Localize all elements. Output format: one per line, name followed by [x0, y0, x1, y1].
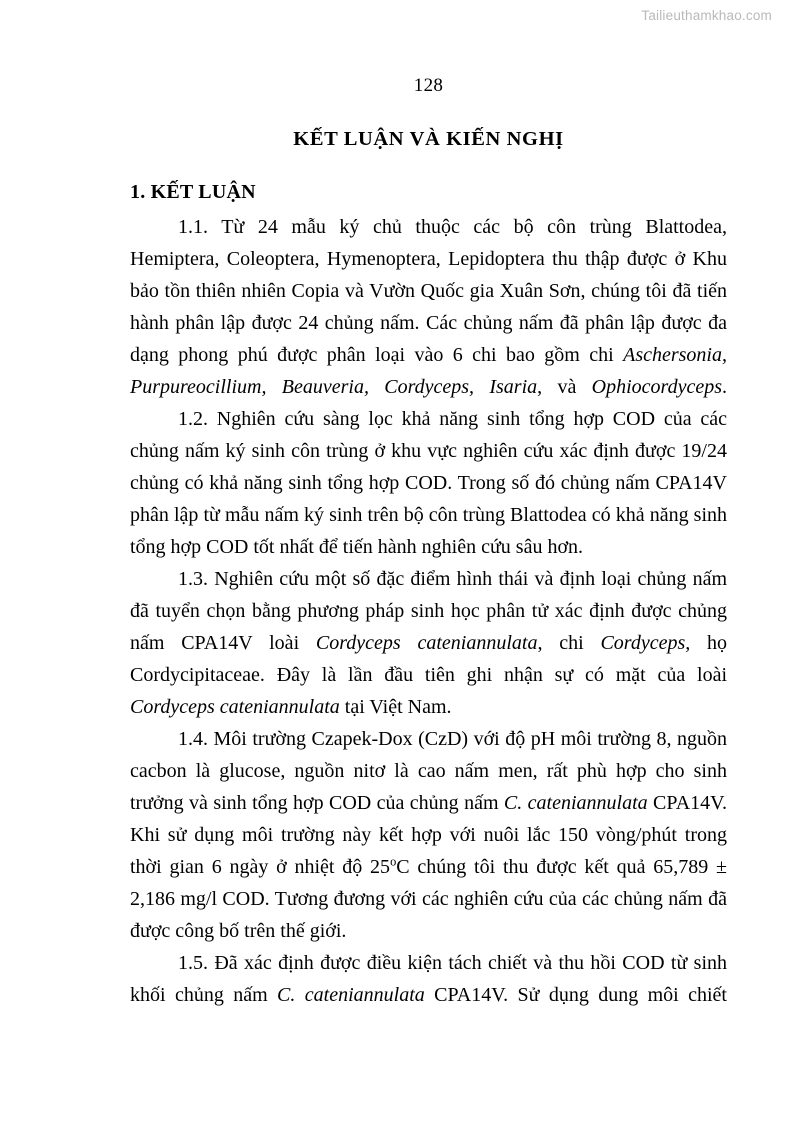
italic-species-name: Cordyceps cateniannulata [130, 696, 340, 718]
italic-species-name: Ophiocordyceps [591, 376, 722, 398]
watermark-text: Tailieuthamkhao.com [641, 8, 772, 23]
superscript-degree: o [390, 854, 397, 869]
section-heading-conclusion: 1. KẾT LUẬN [130, 181, 256, 203]
paragraph-1-1: 1.1. Từ 24 mẫu ký chủ thuộc các bộ côn trùng Blattodea, Hemiptera, Coleoptera, Hymenoptera, Lepidoptera thu thập được ở Khu bảo tồn thiên nhiên Copia và Vườn Quốc gia Xuân Sơn, chúng tôi đã tiến hành phân lập được 24 chủng nấm. Các chủng nấm đã phân lập được đa dạng phong phú được phân loại vào 6 chi bao gồm chi Aschersonia, Purpureocillium, Beauveria, Cordyceps, Isaria, và Ophiocordyceps. [130, 216, 727, 398]
paragraph-1-5: 1.5. Đã xác định được điều kiện tách chiết và thu hồi COD từ sinh khối chủng nấm C. cateniannulata CPA14V. Sử dụng dung môi chiết [130, 952, 727, 1006]
page-content [130, 0, 727, 1011]
paragraph-1-4: 1.4. Môi trường Czapek-Dox (CzD) với độ pH môi trường 8, nguồn cacbon là glucose, nguồn nitơ là cao nấm men, rất phù hợp cho sinh trưởng và sinh tổng hợp COD của chủng nấm C. cateniannulata CPA14V. Khi sử dụng môi trường này kết hợp với nuôi lắc 150 vòng/phút trong thời gian 6 ngày ở nhiệt độ 25$^o$C chúng tôi thu được kết quả 65,789 ± 2,186 mg/l COD. Tương đương với các nghiên cứu của các chủng nấm đã được công bố trên thế giới. [130, 728, 727, 942]
italic-species-name: Cordyceps, [600, 632, 691, 654]
italic-species-name: Cordyceps cateniannulata [315, 632, 538, 654]
italic-species-name: C. cateniannulata [277, 984, 425, 1006]
paragraph-1-2: 1.2. Nghiên cứu sàng lọc khả năng sinh tổng hợp COD của các chủng nấm ký sinh côn trùng ở khu vực nghiên cứu xác định được 19/24 chủng có khả năng sinh tổng hợp COD. Trong số đó chủng nấm CPA14V phân lập từ mẫu nấm ký sinh trên bộ côn trùng Blattodea có khả năng sinh tổng hợp COD tốt nhất để tiến hành nghiên cứu sâu hơn. [130, 408, 727, 558]
italic-species-name: C. cateniannulata [503, 792, 648, 814]
page-number: 128 [413, 75, 444, 96]
italic-species-name: Aschersonia, Purpureocillium, Beauveria, Cordyceps, Isaria [130, 344, 727, 398]
document-title: KẾT LUẬN VÀ KIẾN NGHỊ [293, 128, 564, 150]
paragraph-1-3: 1.3. Nghiên cứu một số đặc điểm hình thái và định loại chủng nấm đã tuyển chọn bằng phương pháp sinh học phân tử xác định được chủng nấm CPA14V loài Cordyceps cateniannulata, chi Cordyceps, họ Cordycipitaceae. Đây là lần đầu tiên ghi nhận sự có mặt của loài Cordyceps cateniannulata tại Việt Nam. [130, 568, 728, 718]
